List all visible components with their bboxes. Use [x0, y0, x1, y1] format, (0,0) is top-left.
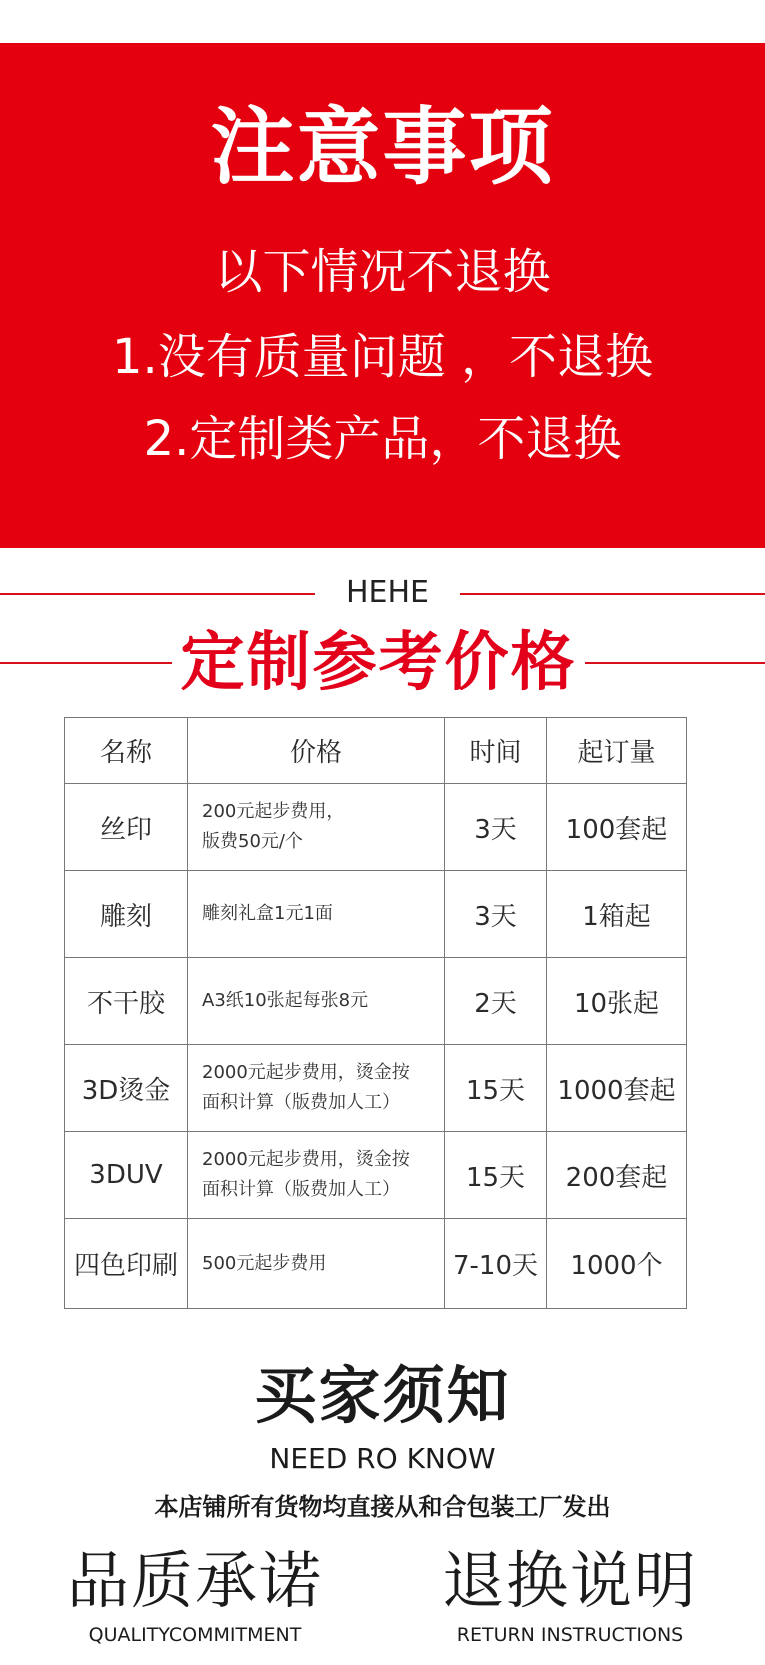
row-time: 7-10天: [445, 1219, 547, 1309]
column-header-moq: 起订量: [547, 718, 687, 784]
brand-label: HEHE: [345, 575, 430, 610]
row-name: 3D烫金: [65, 1045, 188, 1132]
heading-line-left: [0, 662, 172, 664]
row-price-line1: 200元起步费用，: [202, 801, 345, 822]
price-table: [64, 717, 687, 1309]
row-moq: 1箱起: [547, 871, 687, 958]
row-price: [188, 1132, 445, 1219]
row-price-line1: 2000元起步费用，烫金按: [202, 1062, 410, 1083]
row-moq: 10张起: [547, 958, 687, 1045]
return-instructions-title: 退换说明: [441, 1544, 698, 1617]
table-row: [65, 958, 687, 1045]
row-price: [188, 1045, 445, 1132]
notice-line-2: 1.没有质量问题 ，不退换: [111, 329, 654, 385]
row-moq: 100套起: [547, 784, 687, 871]
row-time: 2天: [445, 958, 547, 1045]
quality-commitment-title: 品质承诺: [66, 1544, 323, 1617]
table-row: [65, 1132, 687, 1219]
quality-commitment-subtitle: QUALITYCOMMITMENT: [88, 1624, 302, 1646]
price-section-title: 定制参考价格: [180, 626, 577, 700]
row-time: 3天: [445, 784, 547, 871]
divider-line-left: [0, 593, 315, 595]
column-header-name: 名称: [65, 718, 188, 784]
buyer-notice-subtitle: NEED RO KNOW: [269, 1442, 496, 1475]
row-price: [188, 784, 445, 871]
row-name: 雕刻: [65, 871, 188, 958]
row-price: [188, 1219, 445, 1309]
row-price-line2: 版费50元/个: [202, 831, 303, 852]
return-instructions: [390, 1544, 750, 1646]
row-price-line1: 雕刻礼盒1元1面: [202, 903, 333, 924]
table-row: [65, 784, 687, 871]
column-header-price: 价格: [188, 718, 445, 784]
notice-line-1: 以下情况不退换: [214, 244, 551, 300]
table-row: [65, 1219, 687, 1309]
row-price: [188, 871, 445, 958]
row-price-line2: 面积计算（版费加人工）: [202, 1092, 400, 1113]
heading-line-right: [585, 662, 765, 664]
row-moq: 200套起: [547, 1132, 687, 1219]
table-header-row: [65, 718, 687, 784]
return-instructions-subtitle: RETURN INSTRUCTIONS: [456, 1624, 684, 1646]
row-price-line2: 面积计算（版费加人工）: [202, 1179, 400, 1200]
quality-commitment: [15, 1544, 375, 1646]
row-name: 四色印刷: [65, 1219, 188, 1309]
row-price: [188, 958, 445, 1045]
row-time: 15天: [445, 1132, 547, 1219]
row-name: 3DUV: [65, 1132, 188, 1219]
row-moq: 1000个: [547, 1219, 687, 1309]
row-price-line1: 2000元起步费用，烫金按: [202, 1149, 410, 1170]
row-time: 15天: [445, 1045, 547, 1132]
row-price-line1: A3纸10张起每张8元: [202, 990, 369, 1011]
row-name: 不干胶: [65, 958, 188, 1045]
brand-divider: [0, 575, 765, 611]
column-header-time: 时间: [445, 718, 547, 784]
notice-title: 注意事项: [210, 98, 555, 196]
table-row: [65, 1045, 687, 1132]
notice-banner: [0, 43, 765, 548]
buyer-notice-text: 本店铺所有货物均直接从和合包装工厂发出: [154, 1493, 611, 1521]
divider-line-right: [460, 593, 765, 595]
row-price-line1: 500元起步费用: [202, 1252, 327, 1274]
row-name: 丝印: [65, 784, 188, 871]
table-row: [65, 871, 687, 958]
notice-line-3: 2.定制类产品，不退换: [143, 411, 622, 467]
row-moq: 1000套起: [547, 1045, 687, 1132]
buyer-notice-title: 买家须知: [254, 1359, 511, 1432]
price-heading: [0, 625, 765, 701]
row-time: 3天: [445, 871, 547, 958]
